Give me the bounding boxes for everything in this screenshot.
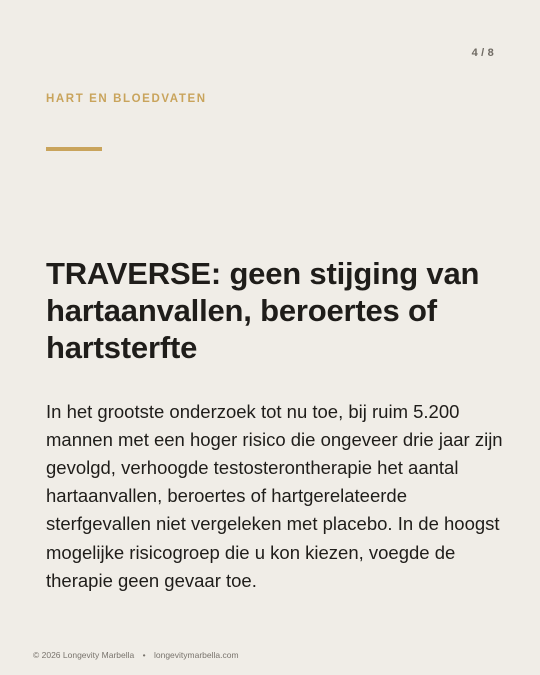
page-title: TRAVERSE: geen stijging van hartaanvallen, beroertes of hartsterfte (46, 256, 480, 366)
accent-rule (46, 147, 102, 151)
body-text: In het grootste onderzoek tot nu toe, bij ruim 5.200 mannen met een hoger risico die ongeveer drie jaar zijn gevolgd, verhoogde testosterontherapie het aantal hartaanvallen, beroertes of hartgerelateerde sterfgevallen niet vergeleken met placebo. In de hoogst mogelijke risicogroep die u kon kiezen, voegde de therapie geen gevaar toe. (46, 401, 503, 591)
footer-separator: • (142, 650, 146, 660)
footer-copyright: © 2026 Longevity Marbella (33, 650, 135, 660)
page-counter: 4 / 8 (471, 47, 494, 59)
section-label: HART EN BLOEDVATEN (46, 93, 207, 105)
footer-website: longevitymarbella.com (153, 650, 239, 660)
footer (33, 650, 239, 660)
